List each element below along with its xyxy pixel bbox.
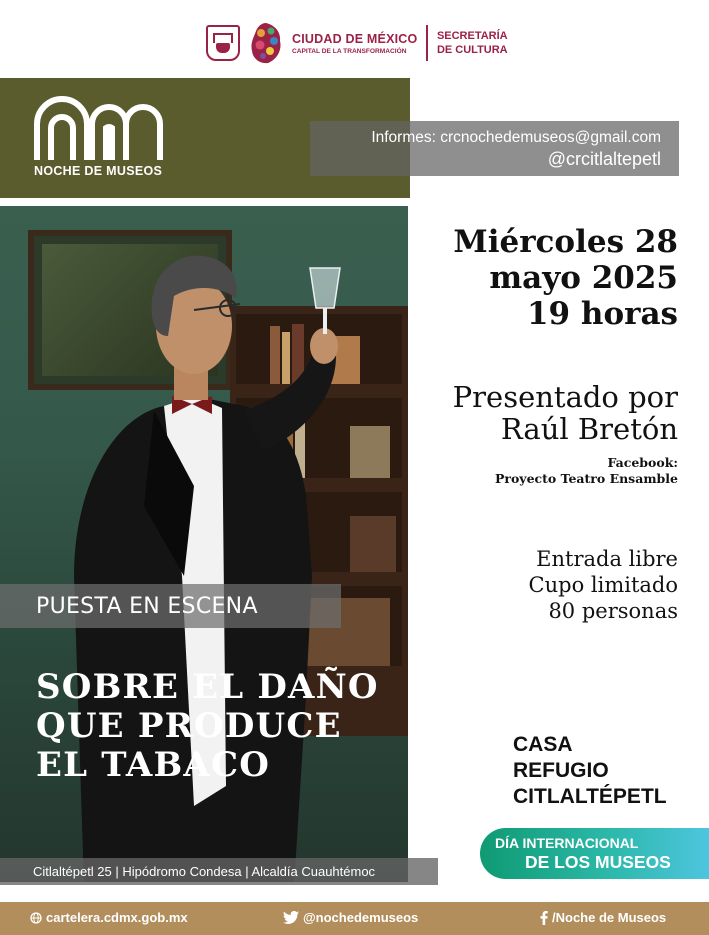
secretaria-line-1: SECRETARÍA [436,30,508,42]
entry-info [529,546,678,624]
contact-handle[interactable]: @crcitlaltepetl [547,149,661,169]
category-banner [0,584,341,628]
noche-de-museos-logo-icon [34,96,164,160]
city-tagline: CAPITAL DE LA TRANSFORMACIÓN [292,47,407,55]
venue-address: Citlaltépetl 25 | Hipódromo Condesa | Alcaldía Cuauhtémoc [33,864,376,879]
entry-limited: Cupo limitado [528,573,678,597]
venue-line-3: CITLALTÉPETL [513,785,667,808]
actor-figure-illustration [44,246,374,882]
event-photo [0,206,408,882]
contact-box [310,121,679,176]
footer-bar [0,902,709,935]
event-category: PUESTA EN ESCENA [36,593,258,619]
event-date [453,224,678,332]
city-brand-text [292,32,417,55]
cdmx-emblem-icon [248,21,284,65]
address-banner [0,858,438,885]
brand-name: NOCHE DE MUSEOS [34,164,163,178]
play-title-line-1: SOBRE EL DAÑO [36,667,379,707]
play-title-line-2: QUE PRODUCE [36,706,342,746]
twitter-bird-icon [283,911,299,924]
entry-free: Entrada libre [536,547,678,571]
facebook-icon [540,911,548,925]
event-date-month: mayo 2025 [489,260,678,296]
globe-icon [30,912,42,924]
government-header [206,18,508,68]
facebook-label: Facebook: [607,455,678,470]
twitter-handle: @nochedemuseos [303,910,419,925]
facebook-page[interactable]: Proyecto Teatro Ensamble [494,471,678,486]
footer-twitter[interactable] [283,910,418,925]
entry-capacity: 80 personas [548,599,678,623]
city-name: CIUDAD DE MÉXICO [292,31,418,46]
play-title [36,668,379,785]
presented-by-label: Presentado por [452,380,678,414]
venue-line-2: REFUGIO [513,759,609,782]
museum-day-line-2: DE LOS MUSEOS [525,852,671,872]
event-date-day: Miércoles 28 [453,224,678,260]
presenter [453,381,678,445]
cdmx-shield-icon [206,25,240,61]
footer-website[interactable] [30,910,188,925]
facebook-page-text: /Noche de Museos [552,910,667,925]
presenter-name: Raúl Bretón [500,412,678,446]
museum-day-badge [480,828,709,879]
museum-day-line-1: DÍA INTERNACIONAL [495,835,639,851]
secretaria-line-2: DE CULTURA [436,44,508,56]
secretaria-text [437,29,508,57]
website-text: cartelera.cdmx.gob.mx [46,910,188,925]
footer-facebook[interactable] [540,910,666,925]
venue-name [513,732,667,810]
play-title-line-3: EL TABACO [36,745,271,785]
event-time: 19 horas [526,296,678,332]
venue-line-1: CASA [513,733,573,756]
contact-email[interactable]: Informes: crcnochedemuseos@gmail.com [371,129,661,146]
facebook-credit [495,455,678,487]
header-divider [426,25,428,61]
